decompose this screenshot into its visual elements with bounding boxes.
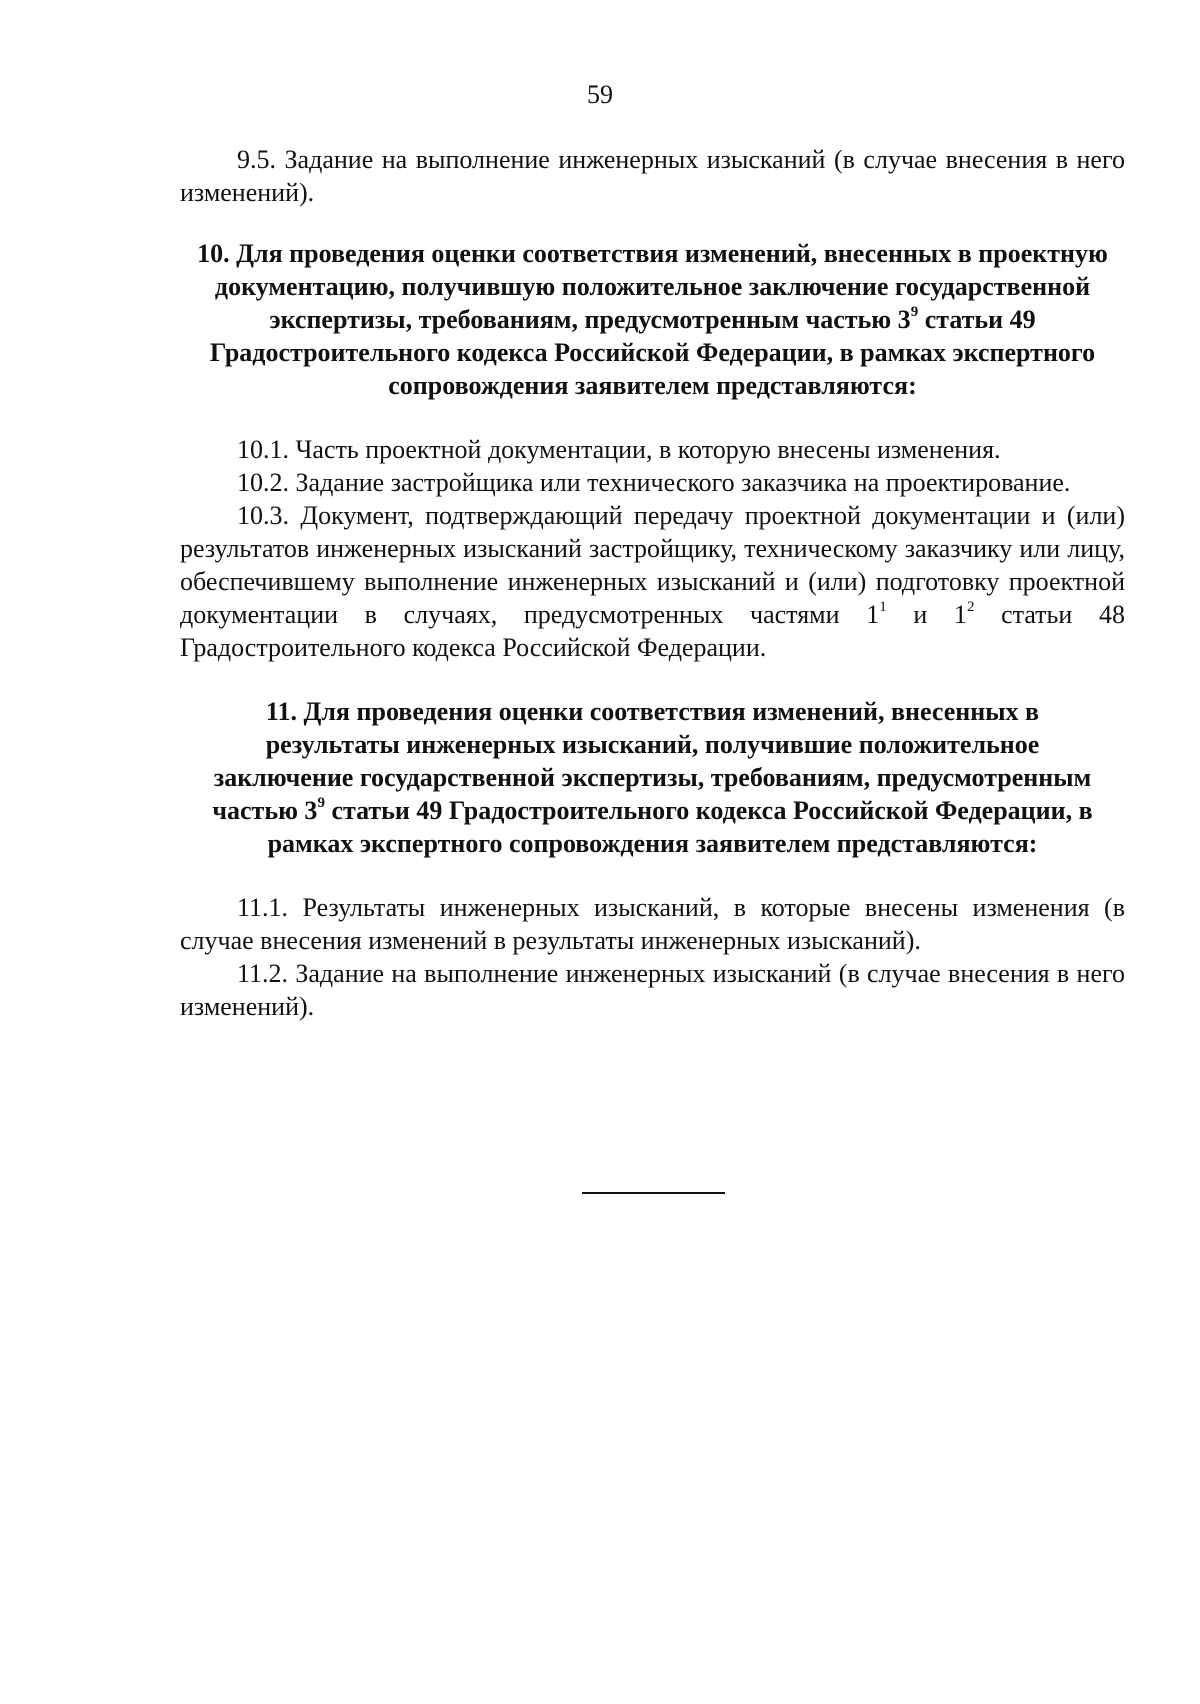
end-of-text-rule <box>582 1192 725 1194</box>
section-11-heading-text: 11. Для проведения оценки соответствия изменений, внесенных в результаты инженерных изысканий, получившие положительное заключение государственной экспертизы, требованиям, предусмотренным частью 3 <box>212 697 1092 825</box>
section-10-heading-text: 10. Для проведения оценки соответствия изменений, внесенных в проектную документацию, получившую положительное заключение государственной экспертизы, требованиям, предусмотренным частью 3 <box>197 239 1108 334</box>
section-10-heading-text-end: статьи 49 Градостроительного кодекса Российской Федерации, в рамках экспертного сопровождения заявителем представляются: <box>209 305 1096 400</box>
paragraph-10-3 <box>180 499 1125 664</box>
page-content <box>180 143 1125 1023</box>
paragraph-11-2: 11.2. Задание на выполнение инженерных изысканий (в случае внесения в него изменений). <box>180 959 1125 1021</box>
section-11-heading <box>203 695 1103 860</box>
paragraph-10-1: 10.1. Часть проектной документации, в которую внесены изменения. <box>237 435 1001 464</box>
paragraph-10-3-text-end: статьи 48 Градостроительного кодекса Российской Федерации. <box>180 600 1125 662</box>
paragraph-11-1: 11.1. Результаты инженерных изысканий, в которые внесены изменения (в случае внесения изменений в результаты инженерных изысканий). <box>180 893 1125 955</box>
paragraph-10-3-text-mid: и 1 <box>886 600 967 629</box>
page-number: 59 <box>587 80 613 109</box>
section-10-heading-superscript: 9 <box>910 304 919 321</box>
paragraph-10-3-superscript-2: 2 <box>966 599 975 616</box>
paragraph-10-2: 10.2. Задание застройщика или технического заказчика на проектирование. <box>237 468 1071 497</box>
section-11-heading-superscript: 9 <box>317 795 325 812</box>
section-11-heading-text-end: статьи 49 Градостроительного кодекса Российской Федерации, в рамках экспертного сопровождения заявителем представляются: <box>267 796 1093 858</box>
paragraph-9-5: 9.5. Задание на выполнение инженерных изысканий (в случае внесения в него изменений). <box>180 145 1125 207</box>
paragraph-10-3-superscript-1: 1 <box>879 599 887 616</box>
section-10-heading <box>180 237 1125 402</box>
paragraph-10-3-text: 10.3. Документ, подтверждающий передачу проектной документации и (или) результатов инженерных изысканий застройщику, техническому заказчику или лицу, обеспечившему выполнение инженерных изысканий и (или) подготовку проектной документации в случаях, предусмотренных частями 1 <box>180 501 1125 629</box>
